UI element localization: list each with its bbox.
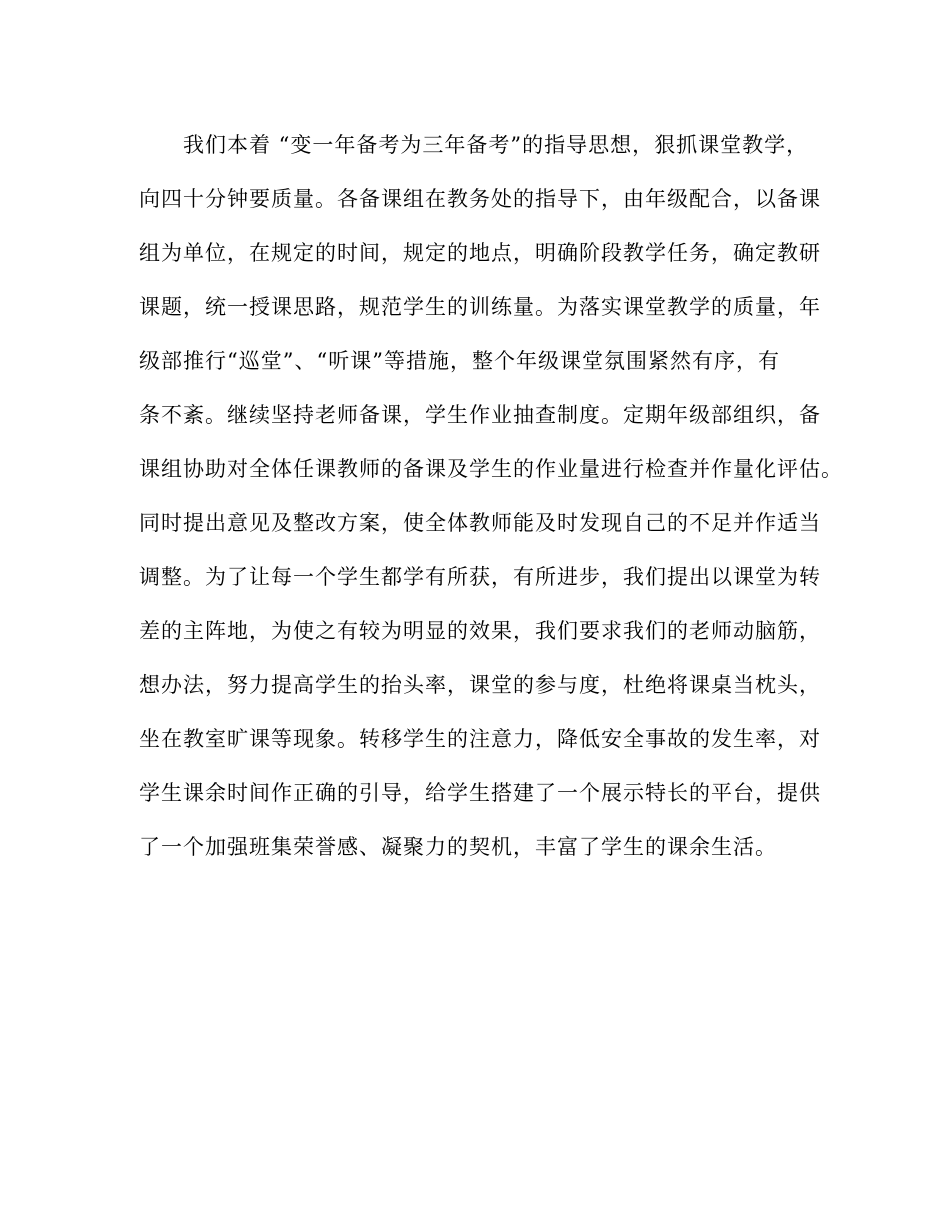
paragraph-line-12: 坐在教室旷课等现象。转移学生的注意力，降低安全事故的发生率，对 xyxy=(139,727,821,751)
paragraph-line-5: 级部推行“巡堂”、“听课”等措施，整个年级课堂氛围紧然有序，有 xyxy=(139,349,780,373)
paragraph-line-3: 组为单位，在规定的时间，规定的地点，明确阶段教学任务，确定教研 xyxy=(139,241,821,265)
paragraph-line-13: 学生课余时间作正确的引导，给学生搭建了一个展示特长的平台，提供 xyxy=(139,781,821,805)
paragraph-line-2: 向四十分钟要质量。各备课组在教务处的指导下，由年级配合，以备课 xyxy=(139,187,821,211)
paragraph-line-4: 课题，统一授课思路，规范学生的训练量。为落实课堂教学的质量，年 xyxy=(139,295,821,319)
paragraph-line-1: 我们本着 “变一年备考为三年备考”的指导思想，狠抓课堂教学， xyxy=(183,133,809,157)
paragraph-line-7: 课组协助对全体任课教师的备课及学生的作业量进行检查并作量化评估。 xyxy=(139,457,843,481)
paragraph-line-8: 同时提出意见及整改方案，使全体教师能及时发现自己的不足并作适当 xyxy=(139,511,821,535)
body-paragraph xyxy=(139,124,843,880)
paragraph-line-9: 调整。为了让每一个学生都学有所获，有所进步，我们提出以课堂为转 xyxy=(139,565,821,589)
paragraph-line-10: 差的主阵地，为使之有较为明显的效果，我们要求我们的老师动脑筋， xyxy=(139,619,821,643)
paragraph-line-11: 想办法，努力提高学生的抬头率，课堂的参与度，杜绝将课桌当枕头， xyxy=(139,673,821,697)
paragraph-line-6: 条不紊。继续坚持老师备课，学生作业抽查制度。定期年级部组织，备 xyxy=(139,403,821,427)
paragraph-line-14: 了一个加强班集荣誉感、凝聚力的契机，丰富了学生的课余生活。 xyxy=(139,835,777,859)
